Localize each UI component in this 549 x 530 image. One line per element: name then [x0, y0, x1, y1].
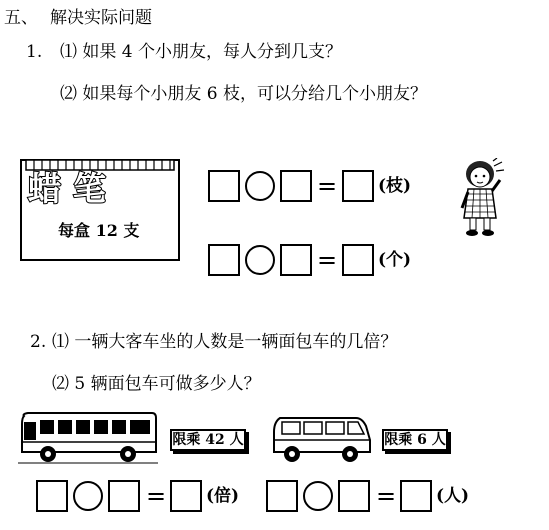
q2-number: 2.: [30, 332, 47, 352]
answer-box[interactable]: [342, 244, 374, 276]
answer-box[interactable]: [266, 480, 298, 512]
answer-box[interactable]: [280, 170, 312, 202]
van-illustration: [270, 412, 374, 466]
bus-illustration: [18, 410, 160, 466]
unit-label: (个): [378, 250, 412, 270]
equals-sign: =: [317, 172, 338, 200]
equals-sign: =: [376, 482, 397, 510]
section-title: 解决实际问题: [50, 8, 152, 28]
answer-box[interactable]: [338, 480, 370, 512]
q1-part2: ⑵ 如果每个小朋友 6 枝，可以分给几个小朋友？: [60, 84, 428, 104]
crayon-box-caption: 每盒 12 支: [58, 221, 140, 240]
answer-box[interactable]: [36, 480, 68, 512]
answer-box[interactable]: [342, 170, 374, 202]
answer-box[interactable]: [170, 480, 202, 512]
bus-capacity-label: 限乘 42 人: [170, 429, 246, 451]
operator-circle[interactable]: [245, 171, 275, 201]
answer-box[interactable]: [208, 244, 240, 276]
equals-sign: =: [146, 482, 167, 510]
van-capacity-label: 限乘 6 人: [382, 429, 448, 451]
unit-label: (枝): [378, 176, 412, 196]
q1-part1: ⑴ 如果 4 个小朋友，每人分到几支？: [60, 42, 343, 62]
crayon-logo: 蜡笔: [28, 169, 118, 208]
crayon-box-illustration: [20, 158, 182, 262]
answer-box[interactable]: [108, 480, 140, 512]
unit-label: (倍): [206, 486, 240, 506]
answer-box[interactable]: [280, 244, 312, 276]
answer-box[interactable]: [400, 480, 432, 512]
q1-number: 1.: [26, 42, 43, 62]
section-number: 五、: [4, 8, 38, 28]
q2-part1: ⑴ 一辆大客车坐的人数是一辆面包车的几倍？: [52, 332, 398, 352]
unit-label: (人): [436, 486, 470, 506]
answer-box[interactable]: [208, 170, 240, 202]
q2-part2: ⑵ 5 辆面包车可做多少人？: [52, 374, 261, 394]
operator-circle[interactable]: [73, 481, 103, 511]
operator-circle[interactable]: [245, 245, 275, 275]
equals-sign: =: [317, 246, 338, 274]
operator-circle[interactable]: [303, 481, 333, 511]
girl-illustration: [456, 158, 508, 240]
